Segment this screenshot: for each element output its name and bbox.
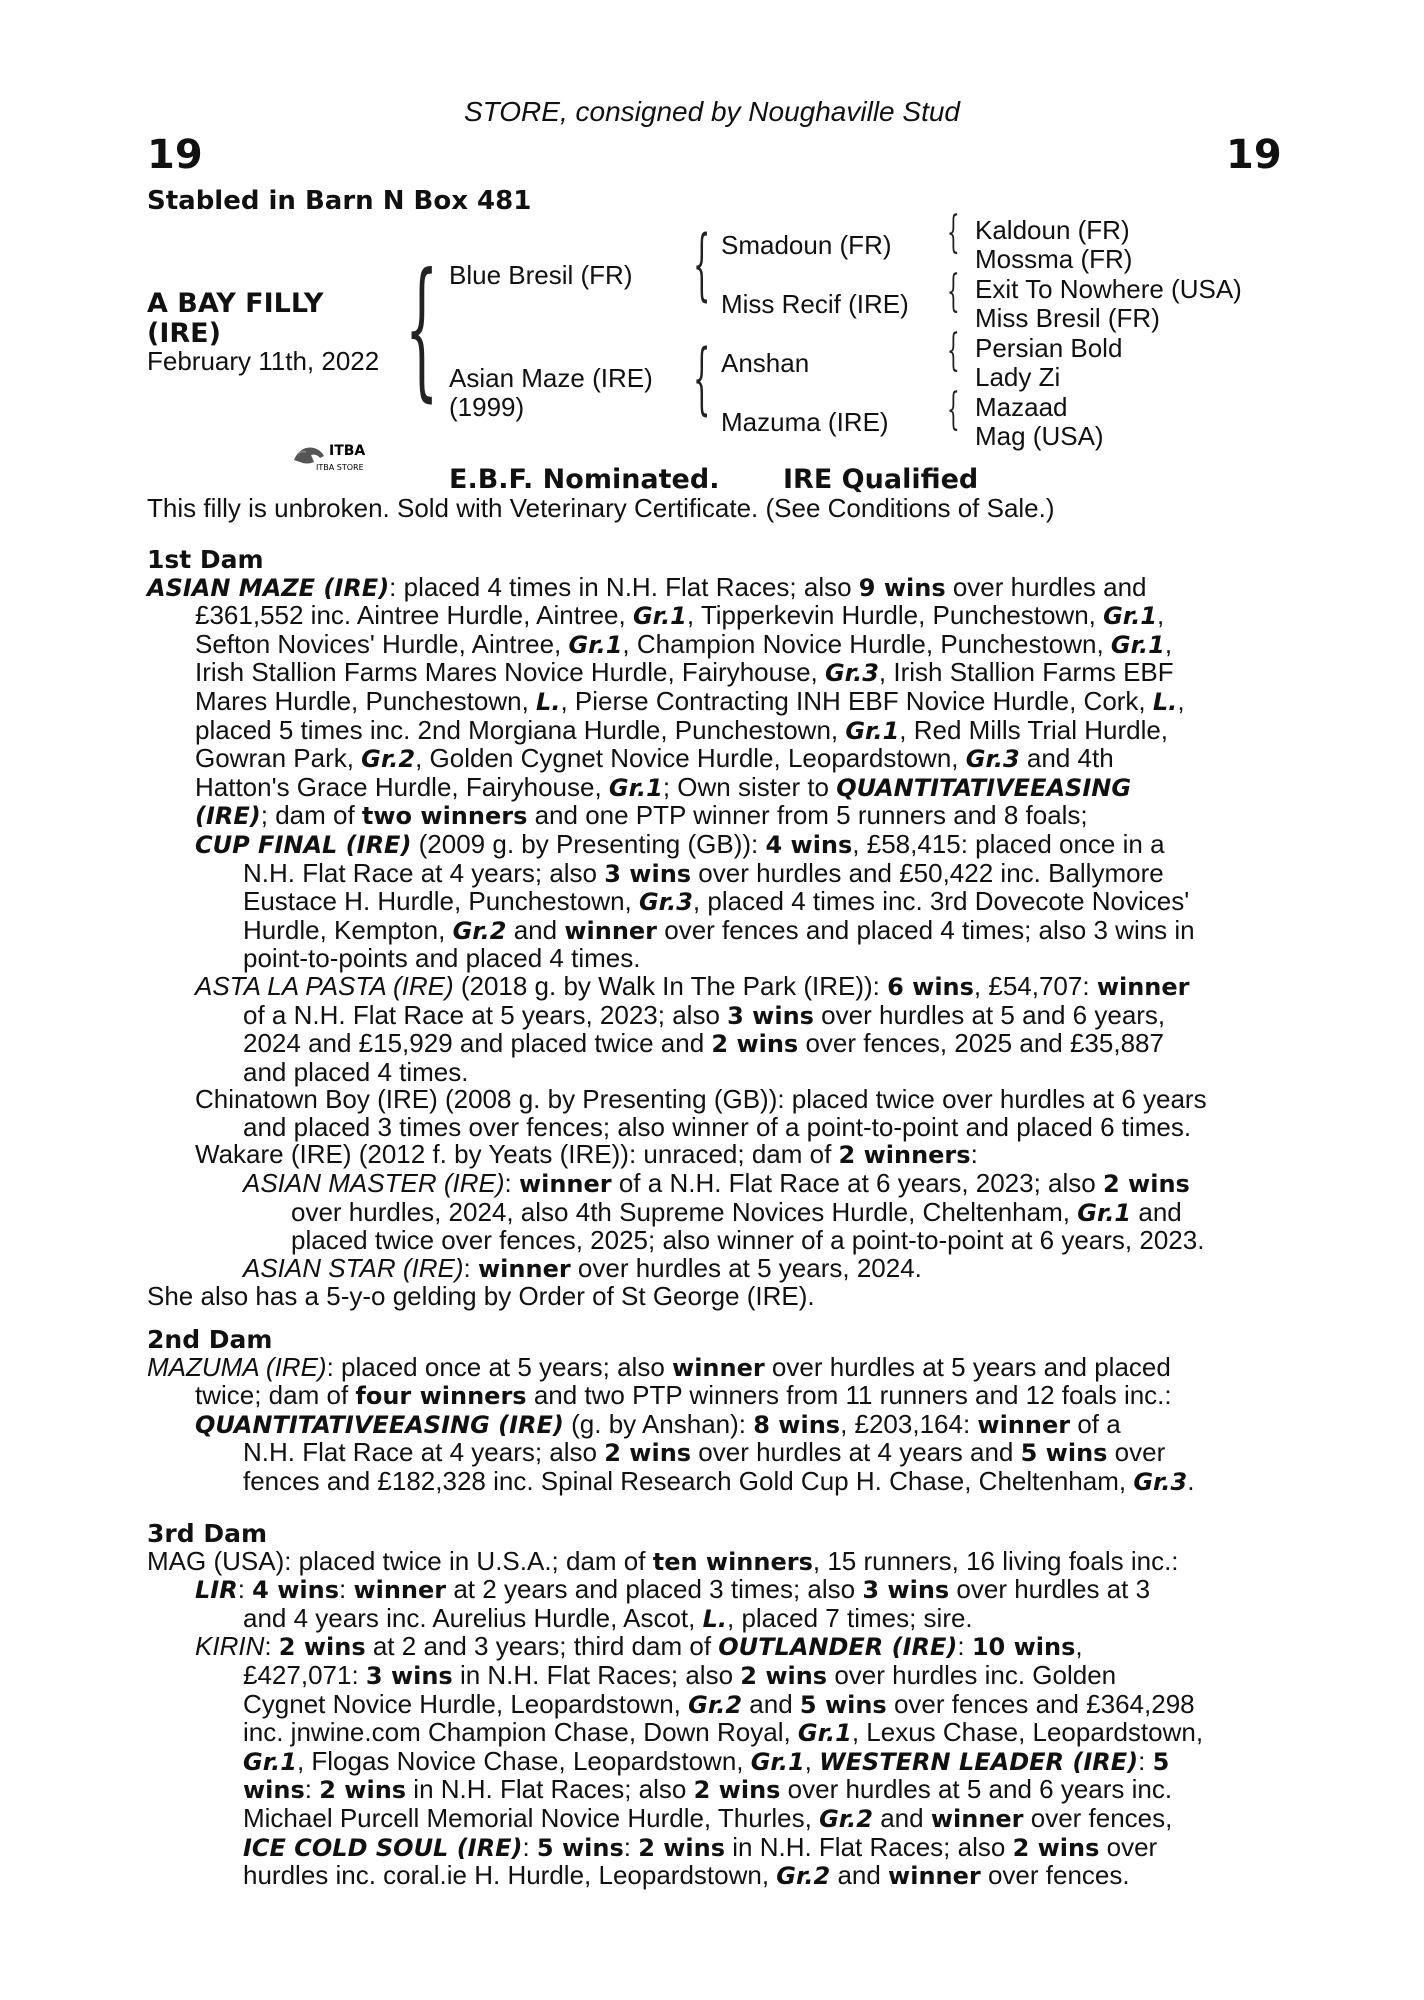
pedigree-brace-gg3: { — [947, 325, 960, 376]
stabling-info: Stabled in Barn N Box 481 — [147, 186, 532, 216]
pedigree-brace-gg2: { — [947, 266, 960, 317]
lot-number-left: 19 — [147, 132, 203, 178]
gelding-note: She also has a 5-y-o gelding by Order of St George (IRE). — [147, 1281, 815, 1312]
progeny-kirin-9: hurdles inc. coral.ie H. Hurdle, Leopardstown, Gr.2 and winner over fences. — [243, 1860, 1130, 1891]
progeny-kirin-7: Michael Purcell Memorial Novice Hurdle, Thurles, Gr.2 and winner over fences, — [243, 1802, 1173, 1833]
unbroken-note: This filly is unbroken. Sold with Veterinary Certificate. (See Conditions of Sale.) — [147, 493, 1055, 523]
progeny-asta-4: and placed 4 times. — [243, 1056, 469, 1087]
progeny-kirin-2: £427,071: 3 wins in N.H. Flat Races; also 2 wins over hurdles inc. Golden — [243, 1659, 1117, 1690]
first-dam-line-3: Sefton Novices' Hurdle, Aintree, Gr.1, Champion Novice Hurdle, Punchestown, Gr.1, — [195, 628, 1173, 659]
ebf-nominated: E.B.F. Nominated. — [449, 464, 720, 495]
horse-birth-date: February 11th, 2022 — [147, 346, 380, 376]
pedigree-dam-dam: Mazuma (IRE) — [721, 407, 889, 437]
progeny-cup-final-5: point-to-points and placed 4 times. — [243, 943, 641, 974]
progeny-lir-2: and 4 years inc. Aurelius Hurdle, Ascot, L., placed 7 times; sire. — [243, 1602, 973, 1633]
pedigree-brace-gg4: { — [947, 384, 960, 435]
progeny-cup-final-4: Hurdle, Kempton, Gr.2 and winner over fences and placed 4 times; also 3 wins in — [243, 914, 1195, 945]
logo-subtext: ITBA STORE — [316, 463, 364, 472]
horse-breeding-country: (IRE) — [147, 318, 221, 349]
pedigree-dam: Asian Maze (IRE) — [449, 363, 653, 393]
first-dam-heading: 1st Dam — [147, 545, 264, 574]
progeny-asta-2: of a N.H. Flat Race at 5 years, 2023; also 3 wins over hurdles at 5 and 6 years, — [243, 999, 1166, 1030]
progeny-quantitative-3: fences and £182,328 inc. Spinal Research Gold Cup H. Chase, Cheltenham, Gr.3. — [243, 1465, 1195, 1496]
progeny-quantitative-1: QUANTITATIVEEASING (IRE) (g. by Anshan): 8 wins, £203,164: winner of a — [195, 1408, 1121, 1439]
pedigree-dam-sire: Anshan — [721, 348, 810, 378]
pedigree-sire-sire: Smadoun (FR) — [721, 230, 892, 260]
progeny-cup-final-1: CUP FINAL (IRE) (2009 g. by Presenting (GB)): 4 wins, £58,415: placed once in a — [195, 828, 1165, 859]
third-dam-section — [147, 1520, 1277, 1891]
first-dam-line-4: Irish Stallion Farms Mares Novice Hurdle, Fairyhouse, Gr.3, Irish Stallion Farms EBF — [195, 657, 1174, 688]
progeny-lir-1: LIR: 4 wins: winner at 2 years and placed 3 times; also 3 wins over hurdles at 3 — [195, 1574, 1151, 1605]
pedigree-brace-sire: { — [693, 220, 711, 310]
progeny-wakare: Wakare (IRE) (2012 f. by Yeats (IRE)): unraced; dam of 2 winners: — [195, 1139, 978, 1170]
pedigree-gg-6: Lady Zi — [975, 362, 1061, 392]
progeny-kirin-5: Gr.1, Flogas Novice Chase, Leopardstown, Gr.1, WESTERN LEADER (IRE): 5 — [243, 1745, 1170, 1776]
pedigree-gg-8: Mag (USA) — [975, 421, 1104, 451]
first-dam-line-7: Gowran Park, Gr.2, Golden Cygnet Novice Hurdle, Leopardstown, Gr.3 and 4th — [195, 743, 1114, 774]
first-dam-section — [147, 546, 1277, 1311]
progeny-kirin-4: inc. jnwine.com Champion Chase, Down Royal, Gr.1, Lexus Chase, Leopardstown, — [243, 1717, 1204, 1748]
horse-description: A BAY FILLY — [147, 288, 324, 319]
pedigree-gg-7: Mazaad — [975, 392, 1068, 422]
pedigree-gg-5: Persian Bold — [975, 333, 1123, 363]
second-dam-line-1: MAZUMA (IRE): placed once at 5 years; also winner over hurdles at 5 years and placed — [147, 1351, 1171, 1382]
second-dam-section — [147, 1326, 1277, 1497]
progeny-cup-final-2: N.H. Flat Race at 4 years; also 3 wins over hurdles and £50,422 inc. Ballymore — [243, 857, 1164, 888]
ire-qualified: IRE Qualified — [783, 464, 979, 495]
first-dam-line-1: ASIAN MAZE (IRE): placed 4 times in N.H. Flat Races; also 9 wins over hurdles and — [147, 571, 1147, 602]
pedigree-brace-main: { — [405, 242, 439, 416]
progeny-asian-master-2: over hurdles, 2024, also 4th Supreme Novices Hurdle, Cheltenham, Gr.1 and — [291, 1196, 1182, 1227]
progeny-asta-3: 2024 and £15,929 and placed twice and 2 wins over fences, 2025 and £35,887 — [243, 1028, 1164, 1059]
first-dam-line-9: (IRE); dam of two winners and one PTP winner from 5 runners and 8 foals; — [195, 800, 1088, 831]
horse-head-icon — [292, 440, 387, 472]
progeny-kirin-3: Cygnet Novice Hurdle, Leopardstown, Gr.2 and 5 wins over fences and £364,298 — [243, 1688, 1195, 1719]
progeny-kirin-1: KIRIN: 2 wins at 2 and 3 years; third dam of OUTLANDER (IRE): 10 wins, — [195, 1631, 1083, 1662]
progeny-kirin-8: ICE COLD SOUL (IRE): 5 wins: 2 wins in N.H. Flat Races; also 2 wins over — [243, 1831, 1158, 1862]
pedigree-gg-4: Miss Bresil (FR) — [975, 303, 1160, 333]
pedigree-sire: Blue Bresil (FR) — [449, 260, 633, 290]
lot-number-right: 19 — [1226, 132, 1282, 178]
pedigree-gg-3: Exit To Nowhere (USA) — [975, 274, 1242, 304]
third-dam-heading: 3rd Dam — [147, 1519, 267, 1548]
progeny-quantitative-2: N.H. Flat Race at 4 years; also 2 wins over hurdles at 4 years and 5 wins over — [243, 1437, 1166, 1468]
second-dam-line-2: twice; dam of four winners and two PTP winners from 11 runners and 12 foals inc.: — [195, 1380, 1172, 1411]
progeny-asta-1: ASTA LA PASTA (IRE) (2018 g. by Walk In The Park (IRE)): 6 wins, £54,707: winner — [195, 970, 1190, 1001]
third-dam-line-1: MAG (USA): placed twice in U.S.A.; dam of ten winners, 15 runners, 16 living foals inc.: — [147, 1545, 1179, 1576]
progeny-chinatown-2: and placed 3 times over fences; also winner of a point-to-point and placed 6 times. — [243, 1111, 1192, 1142]
first-dam-line-2: £361,552 inc. Aintree Hurdle, Aintree, Gr.1, Tipperkevin Hurdle, Punchestown, Gr.1, — [195, 600, 1165, 631]
progeny-asian-star: ASIAN STAR (IRE): winner over hurdles at 5 years, 2024. — [243, 1252, 922, 1283]
progeny-chinatown-1: Chinatown Boy (IRE) (2008 g. by Presenting (GB)): placed twice over hurdles at 6 years — [195, 1084, 1207, 1115]
progeny-asian-master-3: placed twice over fences, 2025; also winner of a point-to-point at 6 years, 2023. — [291, 1225, 1205, 1256]
first-dam-line-8: Hatton's Grace Hurdle, Fairyhouse, Gr.1; Own sister to QUANTITATIVEEASING — [195, 771, 1132, 802]
logo-text: ITBA — [329, 443, 366, 459]
dam-name: ASIAN MAZE (IRE) — [147, 573, 390, 602]
first-dam-line-6: placed 5 times inc. 2nd Morgiana Hurdle, Punchestown, Gr.1, Red Mills Trial Hurdle, — [195, 714, 1169, 745]
pedigree-sire-dam: Miss Recif (IRE) — [721, 289, 909, 319]
pedigree-gg-1: Kaldoun (FR) — [975, 215, 1130, 245]
pedigree-dam-year: (1999) — [449, 392, 525, 422]
second-dam-heading: 2nd Dam — [147, 1325, 273, 1354]
first-dam-line-5: Mares Hurdle, Punchestown, L., Pierse Contracting INH EBF Novice Hurdle, Cork, L., — [195, 685, 1185, 716]
progeny-asian-master-1: ASIAN MASTER (IRE): winner of a N.H. Flat Race at 6 years, 2023; also 2 wins — [243, 1168, 1190, 1199]
pedigree-brace-dam: { — [693, 334, 711, 424]
progeny-kirin-6: wins: 2 wins in N.H. Flat Races; also 2 wins over hurdles at 5 and 6 years inc. — [243, 1774, 1173, 1805]
pedigree-brace-gg1: { — [947, 207, 960, 258]
itba-logo — [292, 440, 387, 477]
progeny-cup-final-3: Eustace H. Hurdle, Punchestown, Gr.3, placed 4 times inc. 3rd Dovecote Novices' — [243, 886, 1190, 917]
consignment-line: STORE, consigned by Noughaville Stud — [464, 96, 960, 127]
pedigree-gg-2: Mossma (FR) — [975, 244, 1133, 274]
